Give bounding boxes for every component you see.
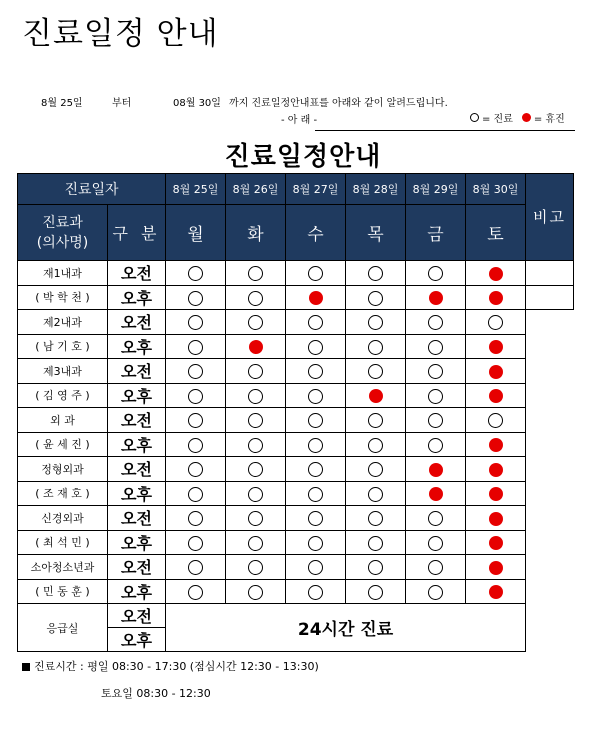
open-circle-icon <box>188 291 203 306</box>
date-header: 8월 27일 <box>286 174 346 205</box>
status-cell <box>466 555 526 580</box>
pm-label: 오후 <box>108 334 166 359</box>
open-circle-icon <box>248 585 263 600</box>
open-circle-icon <box>248 315 263 330</box>
status-cell <box>286 506 346 531</box>
legend-open-label: = 진료 <box>482 114 513 125</box>
status-cell <box>166 359 226 384</box>
open-circle-icon <box>188 462 203 477</box>
table-row <box>18 555 574 580</box>
status-cell <box>166 530 226 555</box>
status-cell <box>286 432 346 457</box>
open-circle-icon <box>428 340 443 355</box>
status-cell <box>286 457 346 482</box>
status-cell <box>466 506 526 531</box>
open-circle-icon <box>368 560 383 575</box>
status-cell <box>346 555 406 580</box>
open-circle-icon <box>488 315 503 330</box>
status-cell <box>286 285 346 310</box>
date-header: 8월 25일 <box>166 174 226 205</box>
remarks-cell <box>526 310 574 335</box>
status-cell <box>466 408 526 433</box>
table-row <box>18 261 574 286</box>
remarks-cell <box>526 530 574 555</box>
doctor-name: ( 남 기 호 ) <box>18 334 108 359</box>
status-cell <box>466 261 526 286</box>
notice-text: 까지 진료일정안내표를 아래와 같이 알려드립니다. <box>229 98 448 109</box>
remarks-cell <box>526 604 574 652</box>
pm-label: 오후 <box>108 285 166 310</box>
status-cell <box>166 555 226 580</box>
closed-circle-icon <box>489 291 503 305</box>
table-row <box>18 530 574 555</box>
remarks-cell <box>526 334 574 359</box>
table-row <box>18 359 574 384</box>
closed-circle-icon <box>429 463 443 477</box>
am-label: 오전 <box>108 457 166 482</box>
open-circle-icon <box>248 266 263 281</box>
dept-header-label: 진료과 <box>42 214 83 231</box>
am-label: 오전 <box>108 310 166 335</box>
status-cell <box>226 359 286 384</box>
status-cell <box>226 481 286 506</box>
status-cell <box>346 383 406 408</box>
status-cell <box>406 457 466 482</box>
pm-label: 오후 <box>108 481 166 506</box>
date-label-header: 진료일자 <box>18 174 166 205</box>
status-cell <box>226 506 286 531</box>
status-cell <box>466 359 526 384</box>
open-circle-icon <box>308 462 323 477</box>
doctor-name: ( 윤 세 진 ) <box>18 432 108 457</box>
status-cell <box>346 359 406 384</box>
status-cell <box>406 432 466 457</box>
status-cell <box>166 261 226 286</box>
status-cell <box>166 432 226 457</box>
open-circle-icon <box>308 438 323 453</box>
open-circle-icon <box>248 438 263 453</box>
open-circle-icon <box>470 113 479 122</box>
closed-circle-icon <box>429 291 443 305</box>
closed-circle-icon <box>489 389 503 403</box>
date-header: 8월 28일 <box>346 174 406 205</box>
table-row <box>18 408 574 433</box>
open-circle-icon <box>308 585 323 600</box>
closed-circle-icon <box>489 438 503 452</box>
saturday-hours: 토요일 08:30 - 12:30 <box>101 687 211 700</box>
status-cell <box>406 261 466 286</box>
open-circle-icon <box>188 315 203 330</box>
table-row <box>18 481 574 506</box>
legend-closed-label: = 휴진 <box>533 114 565 125</box>
closed-circle-icon <box>429 487 443 501</box>
open-circle-icon <box>308 536 323 551</box>
emergency-label: 응급실 <box>18 604 108 652</box>
remarks-cell <box>526 383 574 408</box>
table-row <box>18 457 574 482</box>
remarks-cell <box>526 457 574 482</box>
status-cell <box>226 334 286 359</box>
open-circle-icon <box>368 511 383 526</box>
status-cell <box>346 530 406 555</box>
status-cell <box>286 530 346 555</box>
closed-circle-icon <box>249 340 263 354</box>
open-circle-icon <box>188 536 203 551</box>
open-circle-icon <box>308 340 323 355</box>
open-circle-icon <box>248 291 263 306</box>
closed-circle-icon <box>489 267 503 281</box>
hours-text: 진료시간 : 평일 08:30 - 17:30 (점심시간 12:30 - 13:30) <box>34 660 319 673</box>
status-cell <box>166 334 226 359</box>
open-circle-icon <box>308 266 323 281</box>
open-circle-icon <box>188 364 203 379</box>
doctor-name: ( 박 학 천 ) <box>18 285 108 310</box>
status-cell <box>226 530 286 555</box>
open-circle-icon <box>248 536 263 551</box>
status-cell <box>286 334 346 359</box>
notice-end-date: 08월 30일 <box>173 98 221 109</box>
status-cell <box>166 481 226 506</box>
open-circle-icon <box>308 315 323 330</box>
am-label: 오전 <box>108 555 166 580</box>
open-circle-icon <box>368 585 383 600</box>
table-title: 진료일정안내 <box>224 142 382 172</box>
status-cell <box>406 285 466 310</box>
table-row <box>18 432 574 457</box>
square-bullet-icon <box>22 663 30 671</box>
open-circle-icon <box>188 340 203 355</box>
status-cell <box>226 579 286 604</box>
dept-name: 정형외과 <box>18 457 108 482</box>
am-label: 오전 <box>108 408 166 433</box>
dept-name: 재1내과 <box>18 261 108 286</box>
status-cell <box>166 579 226 604</box>
status-cell <box>226 432 286 457</box>
open-circle-icon <box>368 438 383 453</box>
status-cell <box>466 310 526 335</box>
dept-name: 신경외과 <box>18 506 108 531</box>
closed-circle-icon <box>309 291 323 305</box>
open-circle-icon <box>368 462 383 477</box>
pm-label: 오후 <box>108 530 166 555</box>
status-cell <box>406 579 466 604</box>
dept-name: 소아청소년과 <box>18 555 108 580</box>
status-cell <box>346 481 406 506</box>
closed-circle-icon <box>522 113 531 122</box>
hours-note <box>22 658 319 674</box>
open-circle-icon <box>428 560 443 575</box>
closed-circle-icon <box>489 365 503 379</box>
pm-label: 오후 <box>108 579 166 604</box>
notice-below: - 아 래 - <box>281 115 318 126</box>
open-circle-icon <box>428 389 443 404</box>
remarks-cell <box>526 579 574 604</box>
status-cell <box>166 310 226 335</box>
open-circle-icon <box>248 511 263 526</box>
status-cell <box>406 530 466 555</box>
dept-name: 제2내과 <box>18 310 108 335</box>
open-circle-icon <box>428 438 443 453</box>
status-cell <box>466 579 526 604</box>
open-circle-icon <box>248 560 263 575</box>
open-circle-icon <box>368 536 383 551</box>
remarks-cell <box>526 285 574 310</box>
date-header: 8월 30일 <box>466 174 526 205</box>
remarks-cell <box>526 359 574 384</box>
dept-name: 제3내과 <box>18 359 108 384</box>
remarks-cell <box>526 408 574 433</box>
status-cell <box>406 334 466 359</box>
status-cell <box>286 408 346 433</box>
status-cell <box>166 506 226 531</box>
table-row <box>18 383 574 408</box>
status-cell <box>346 334 406 359</box>
status-cell <box>226 310 286 335</box>
am-label: 오전 <box>108 604 166 628</box>
status-cell <box>226 285 286 310</box>
pm-label: 오후 <box>108 383 166 408</box>
status-cell <box>406 359 466 384</box>
schedule-table <box>17 173 574 652</box>
open-circle-icon <box>308 413 323 428</box>
open-circle-icon <box>188 560 203 575</box>
status-cell <box>166 457 226 482</box>
am-label: 오전 <box>108 261 166 286</box>
am-label: 오전 <box>108 359 166 384</box>
open-circle-icon <box>428 413 443 428</box>
pm-label: 오후 <box>108 628 166 652</box>
status-cell <box>466 457 526 482</box>
table-row <box>18 285 574 310</box>
status-cell <box>346 579 406 604</box>
status-cell <box>166 285 226 310</box>
open-circle-icon <box>308 511 323 526</box>
open-circle-icon <box>428 266 443 281</box>
status-cell <box>346 310 406 335</box>
status-cell <box>286 261 346 286</box>
remarks-cell <box>526 555 574 580</box>
table-row <box>18 579 574 604</box>
open-circle-icon <box>248 462 263 477</box>
page-title: 진료일정 안내 <box>22 16 219 52</box>
closed-circle-icon <box>489 561 503 575</box>
status-cell <box>466 383 526 408</box>
weekday-header: 수 <box>286 205 346 261</box>
notice-from: 부터 <box>112 98 132 109</box>
closed-circle-icon <box>489 340 503 354</box>
notice-start-date: 8월 25일 <box>41 98 83 109</box>
weekday-header: 목 <box>346 205 406 261</box>
weekday-header: 화 <box>226 205 286 261</box>
status-cell <box>346 506 406 531</box>
dept-name: 외 과 <box>18 408 108 433</box>
status-cell <box>406 383 466 408</box>
remarks-header: 비고 <box>526 174 574 261</box>
status-cell <box>286 481 346 506</box>
open-circle-icon <box>368 340 383 355</box>
status-cell <box>406 555 466 580</box>
status-cell <box>466 334 526 359</box>
status-cell <box>346 408 406 433</box>
open-circle-icon <box>188 487 203 502</box>
open-circle-icon <box>308 389 323 404</box>
doctor-name: ( 최 석 민 ) <box>18 530 108 555</box>
open-circle-icon <box>188 585 203 600</box>
status-cell <box>166 408 226 433</box>
status-cell <box>466 432 526 457</box>
session-header: 구 분 <box>108 205 166 261</box>
status-cell <box>226 457 286 482</box>
am-label: 오전 <box>108 506 166 531</box>
open-circle-icon <box>488 413 503 428</box>
open-circle-icon <box>188 266 203 281</box>
status-cell <box>286 359 346 384</box>
open-circle-icon <box>368 291 383 306</box>
weekday-header: 금 <box>406 205 466 261</box>
open-circle-icon <box>428 315 443 330</box>
open-circle-icon <box>308 364 323 379</box>
status-cell <box>166 383 226 408</box>
status-cell <box>286 579 346 604</box>
closed-circle-icon <box>489 463 503 477</box>
status-cell <box>346 457 406 482</box>
status-cell <box>346 261 406 286</box>
doctor-header-label: (의사명) <box>36 234 89 251</box>
emergency-row <box>18 604 574 628</box>
remarks-cell <box>526 432 574 457</box>
open-circle-icon <box>308 560 323 575</box>
closed-circle-icon <box>489 512 503 526</box>
table-row <box>18 334 574 359</box>
status-cell <box>226 383 286 408</box>
status-cell <box>226 555 286 580</box>
open-circle-icon <box>368 266 383 281</box>
doctor-name: ( 조 재 호 ) <box>18 481 108 506</box>
status-cell <box>286 383 346 408</box>
status-cell <box>286 310 346 335</box>
pm-label: 오후 <box>108 432 166 457</box>
remarks-cell <box>526 506 574 531</box>
open-circle-icon <box>248 413 263 428</box>
open-circle-icon <box>428 364 443 379</box>
date-header: 8월 26일 <box>226 174 286 205</box>
weekday-header: 월 <box>166 205 226 261</box>
open-circle-icon <box>368 487 383 502</box>
status-cell <box>226 261 286 286</box>
open-circle-icon <box>308 487 323 502</box>
closed-circle-icon <box>489 487 503 501</box>
status-cell <box>466 285 526 310</box>
status-cell <box>286 555 346 580</box>
status-cell <box>226 408 286 433</box>
weekday-header: 토 <box>466 205 526 261</box>
table-row <box>18 310 574 335</box>
open-circle-icon <box>368 364 383 379</box>
divider <box>315 130 575 131</box>
open-circle-icon <box>188 511 203 526</box>
open-circle-icon <box>368 413 383 428</box>
status-cell <box>466 481 526 506</box>
open-circle-icon <box>248 389 263 404</box>
status-cell <box>346 432 406 457</box>
open-circle-icon <box>188 438 203 453</box>
status-cell <box>406 310 466 335</box>
open-circle-icon <box>188 413 203 428</box>
doctor-name: ( 김 영 주 ) <box>18 383 108 408</box>
status-cell <box>466 530 526 555</box>
status-cell <box>346 285 406 310</box>
status-cell <box>406 506 466 531</box>
closed-circle-icon <box>369 389 383 403</box>
table-row <box>18 506 574 531</box>
doctor-name: ( 민 동 훈 ) <box>18 579 108 604</box>
status-cell <box>406 408 466 433</box>
emergency-text: 24시간 진료 <box>166 604 526 652</box>
dept-doctor-header <box>18 205 108 261</box>
remarks-cell <box>526 481 574 506</box>
open-circle-icon <box>248 487 263 502</box>
date-header: 8월 29일 <box>406 174 466 205</box>
remarks-cell <box>526 261 574 286</box>
closed-circle-icon <box>489 585 503 599</box>
open-circle-icon <box>428 585 443 600</box>
status-cell <box>406 481 466 506</box>
open-circle-icon <box>188 389 203 404</box>
legend <box>470 110 565 125</box>
open-circle-icon <box>248 364 263 379</box>
open-circle-icon <box>428 536 443 551</box>
open-circle-icon <box>368 315 383 330</box>
closed-circle-icon <box>489 536 503 550</box>
open-circle-icon <box>428 511 443 526</box>
